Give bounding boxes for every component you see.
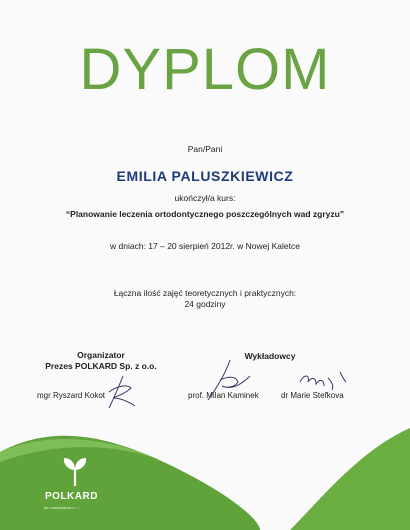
hours-label: Łączna ilość zajęć teoretycznych i praktycznych: [113,288,297,298]
recipient-name: EMILIA PALUSZKIEWICZ [116,168,294,184]
hours-value: 24 godziny [184,299,226,309]
lecturer-2-name: dr Marie Stefkova [281,391,344,400]
organizer-role: Prezes POLKARD Sp. z o.o. [45,361,157,371]
completed-label: ukończył/a kurs: [174,193,236,203]
lecturer-1-name: prof. Milan Kaminek [188,391,259,400]
organizer-title: Organizator [77,350,125,360]
organizer-name: mgr Ryszard Kokot [37,391,106,400]
course-title: “Planowanie leczenia ortodontycznego poszczególnych wad zgryzu” [65,209,345,219]
diploma-title: DYPLOM [79,37,331,102]
dates-line: w dniach: 17 – 20 sierpień 2012r. w Nowej Kaletce [110,241,300,251]
lecturers-title: Wykładowcy [244,351,296,361]
polkard-logo-text: POLKARD [45,491,98,502]
salutation: Pan/Pani [187,144,223,154]
polkard-logo-tagline: ten zaświadcza o ..... [44,505,82,510]
sprout-logo-icon [60,452,90,488]
